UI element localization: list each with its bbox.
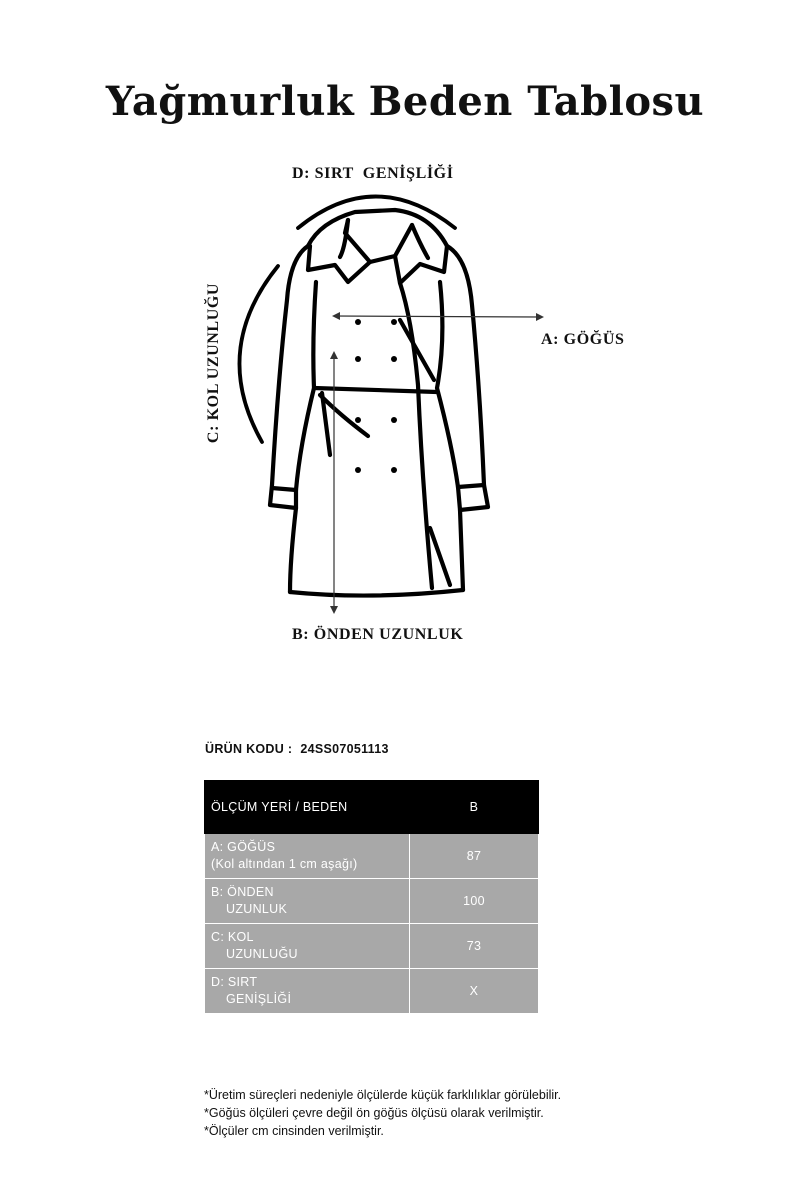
coat-buttons	[355, 319, 397, 473]
row-label-line2: GENİŞLİĞİ	[226, 992, 292, 1006]
product-code-value: 24SS07051113	[300, 742, 389, 756]
header-size: B	[410, 781, 539, 834]
row-label-line1: C: KOL	[211, 930, 254, 944]
row-value: 100	[410, 879, 539, 924]
table-row	[205, 924, 539, 969]
back-width-label: D: SIRT GENİŞLİĞİ	[292, 165, 454, 182]
table-row	[205, 879, 539, 924]
sleeve-length-label: C: KOL UZUNLUĞU	[205, 282, 222, 444]
size-table	[204, 780, 539, 1014]
row-value: 73	[410, 924, 539, 969]
row-label-line2: UZUNLUĞU	[226, 947, 298, 961]
table-header-row	[205, 781, 539, 834]
footnote: *Ölçüler cm cinsinden verilmiştir.	[204, 1124, 384, 1138]
table-row	[205, 834, 539, 879]
coat-body-right	[447, 246, 488, 510]
row-label-line2: UZUNLUK	[226, 902, 288, 916]
page-title: Yağmurluk Beden Tablosu	[105, 78, 705, 125]
footnote: *Göğüs ölçüleri çevre değil ön göğüs ölçüsü olarak verilmiştir.	[204, 1106, 544, 1120]
coat-hem	[290, 590, 463, 596]
coat-lapel-right	[395, 246, 447, 283]
header-measure: ÖLÇÜM YERİ / BEDEN	[205, 781, 410, 834]
row-value: 87	[410, 834, 539, 879]
table-row	[205, 969, 539, 1014]
footnote: *Üretim süreçleri nedeniyle ölçülerde küçük farklılıklar görülebilir.	[204, 1088, 562, 1102]
chest-label: A: GÖĞÜS	[541, 331, 625, 348]
row-label-line2: (Kol altından 1 cm aşağı)	[211, 857, 358, 871]
row-label-line1: B: ÖNDEN	[211, 885, 274, 899]
row-label-line1: A: GÖĞÜS	[211, 840, 276, 854]
row-label-line1: D: SIRT	[211, 975, 258, 989]
product-code-label: ÜRÜN KODU :	[205, 742, 293, 756]
sleeve-length-arc	[239, 266, 278, 442]
chest-arrow	[332, 312, 544, 321]
product-code	[205, 742, 389, 756]
coat-collar	[308, 210, 447, 246]
coat-body-left	[270, 246, 308, 508]
row-value: X	[410, 969, 539, 1014]
front-length-label: B: ÖNDEN UZUNLUK	[292, 626, 464, 643]
footnotes	[204, 1086, 561, 1140]
